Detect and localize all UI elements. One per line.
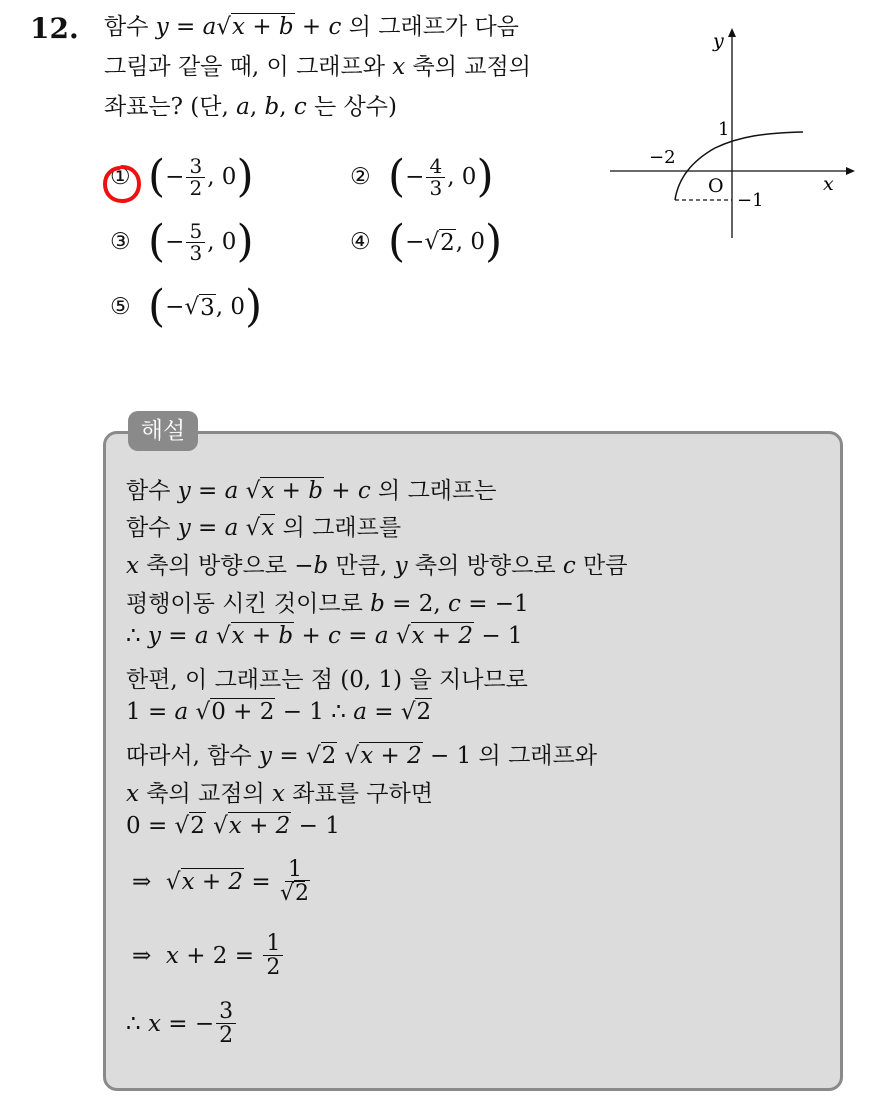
y-axis-arrow [728, 28, 736, 37]
answer-circle-mark [101, 163, 143, 205]
choice-2-number: ② [350, 164, 371, 190]
solution-line-5: ∴ y = a √x + b + c = a √x + 2 − 1 [126, 623, 523, 649]
solution-line-1: 함수 y = a √x + b + c 의 그래프는 [126, 478, 497, 504]
solution-line-9: x 축의 교점의 x 좌표를 구하면 [126, 781, 433, 807]
choice-4-number: ④ [350, 229, 371, 255]
solution-line-6: 한편, 이 그래프는 점 (0, 1) 을 지나므로 [126, 667, 528, 693]
question-number: 12. [30, 12, 79, 45]
x-axis-label: x [823, 173, 834, 195]
solution-tag: 해설 [128, 411, 198, 451]
label-neg1: −1 [737, 190, 764, 211]
choice-4[interactable]: ④ ( − √ 2 , 0 ) [350, 216, 503, 267]
label-neg2: −2 [649, 147, 676, 168]
solution-line-8: 따라서, 함수 y = √2 √x + 2 − 1 의 그래프와 [126, 743, 597, 769]
origin-label: O [708, 175, 724, 197]
choice-3[interactable]: ③ ( − $\frac{5}{3}$ , 0 ) [110, 216, 254, 267]
solution-line-10: 0 = √2 √x + 2 − 1 [126, 813, 340, 839]
function-graph [605, 20, 865, 245]
y-axis-label: y [713, 30, 724, 52]
choice-5-number: ⑤ [110, 294, 131, 320]
solution-line-7: 1 = a √0 + 2 − 1 ∴ a = √2 [126, 699, 432, 725]
question-line-3: 좌표는? (단, a, b, c 는 상수) [104, 94, 397, 120]
solution-line-11: ⇒ √ x + 2 = $\frac{1}{√2}$ [132, 857, 309, 907]
solution-line-4: 평행이동 시킨 것이므로 b = 2, c = −1 [126, 591, 529, 617]
choice-2[interactable]: ② ( − $\frac{4}{3}$ , 0 ) [350, 151, 494, 202]
question-line-2: 그림과 같을 때, 이 그래프와 x 축의 교점의 [104, 54, 531, 80]
solution-line-2: 함수 y = a √x 의 그래프를 [126, 515, 402, 541]
choice-3-number: ③ [110, 229, 131, 255]
choice-5[interactable]: ⑤ ( − √ 3 , 0 ) [110, 281, 263, 332]
x-axis-arrow [846, 167, 855, 175]
choice-1-number: ① [110, 164, 131, 190]
choice-1[interactable]: ① ( − $\frac{3}{2}$ , 0 ) [110, 151, 254, 202]
solution-line-3: x 축의 방향으로 −b 만큼, y 축의 방향으로 c 만큼 [126, 553, 628, 579]
question-line-1: 함수 y = a√x + b + c 의 그래프가 다음 [104, 14, 519, 40]
solution-line-12: ⇒ x + 2 = $\frac{1}{2}$ [126, 932, 285, 979]
solution-line-13: ∴ x = − $\frac{3}{2}$ [126, 1000, 238, 1047]
label-1: 1 [718, 119, 730, 140]
